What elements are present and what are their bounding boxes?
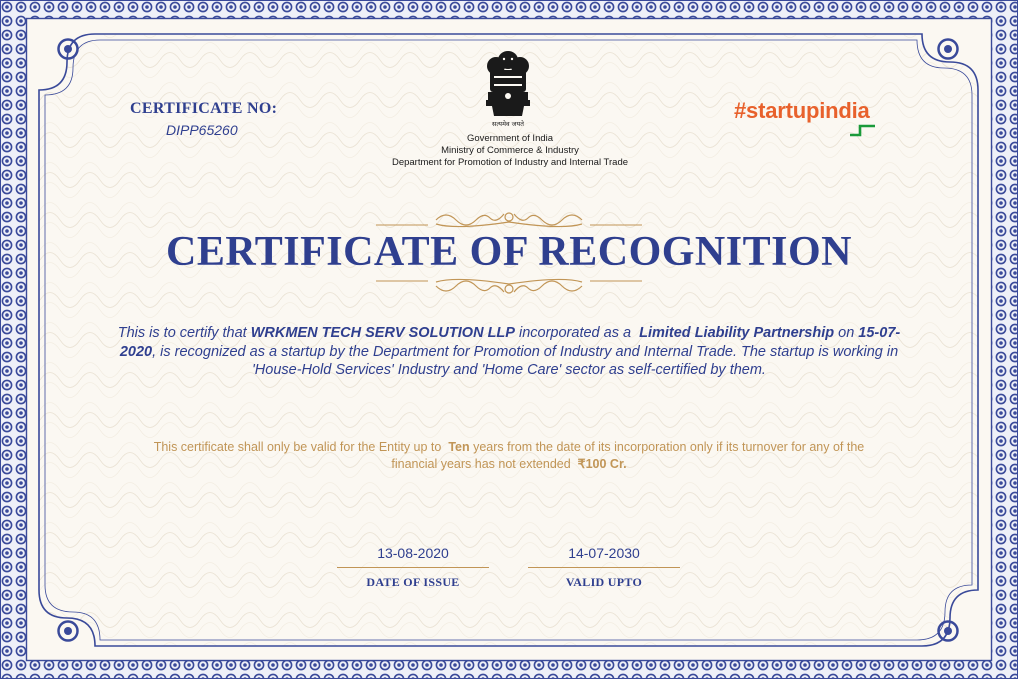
incorporation-date: 15-07-2020 [119, 325, 901, 360]
date-of-issue-divider [337, 567, 489, 568]
title-bottom-flourish [376, 276, 642, 298]
issuer-line-department: Department for Promotion of Industry and Internal Trade [391, 157, 629, 168]
certificate-title: CERTIFICATE OF RECOGNITION [166, 229, 852, 275]
validity-intro: This certificate shall only be valid for the Entity up to [153, 440, 442, 454]
statement-intro: This is to certify that [117, 325, 247, 341]
startupindia-logo [734, 98, 904, 140]
startupindia-logo-text: #startupindia [734, 98, 870, 123]
statement-on: on [838, 325, 855, 341]
national-emblem-icon [478, 46, 538, 130]
emblem-caption: सत्यमेव जयते [492, 120, 524, 128]
corner-ring-icon [57, 38, 79, 60]
date-of-issue-value: 13-08-2020 [377, 545, 449, 561]
validity-years: Ten [448, 440, 470, 454]
turnover-limit: ₹100 Cr. [577, 457, 627, 471]
validity-note [150, 439, 868, 473]
valid-upto-divider [528, 567, 680, 568]
date-of-issue-label: DATE OF ISSUE [366, 575, 460, 589]
title-top-flourish [376, 208, 642, 230]
validity-condition: years from the date of its incorporation only if its turnover for any of the financial years has not extended [391, 440, 865, 471]
corner-ring-icon [937, 620, 959, 642]
startupindia-arrow-icon [848, 122, 878, 138]
issuer-block [340, 133, 680, 169]
recognition-statement [100, 324, 918, 380]
company-name: WRKMEN TECH SERV SOLUTION LLP [250, 325, 515, 341]
valid-upto-value: 14-07-2030 [568, 545, 640, 561]
corner-ring-icon [937, 38, 959, 60]
valid-upto-label: VALID UPTO [565, 575, 643, 589]
entity-type: Limited Liability Partnership [639, 325, 835, 341]
issuer-line-ministry: Ministry of Commerce & Industry [441, 145, 579, 156]
corner-ring-icon [57, 620, 79, 642]
statement-rest: , is recognized as a startup by the Department for Promotion of Industry and Internal Trade. The startup is working in 'House-Hold Services' Industry and 'Home Care' sector as self-certified by them. [152, 343, 899, 378]
statement-incorporated: incorporated as a [519, 325, 632, 341]
certificate-number-label: CERTIFICATE NO: [130, 100, 278, 117]
certificate-number-value: DIPP65260 [166, 122, 238, 138]
issuer-line-government: Government of India [466, 133, 554, 144]
